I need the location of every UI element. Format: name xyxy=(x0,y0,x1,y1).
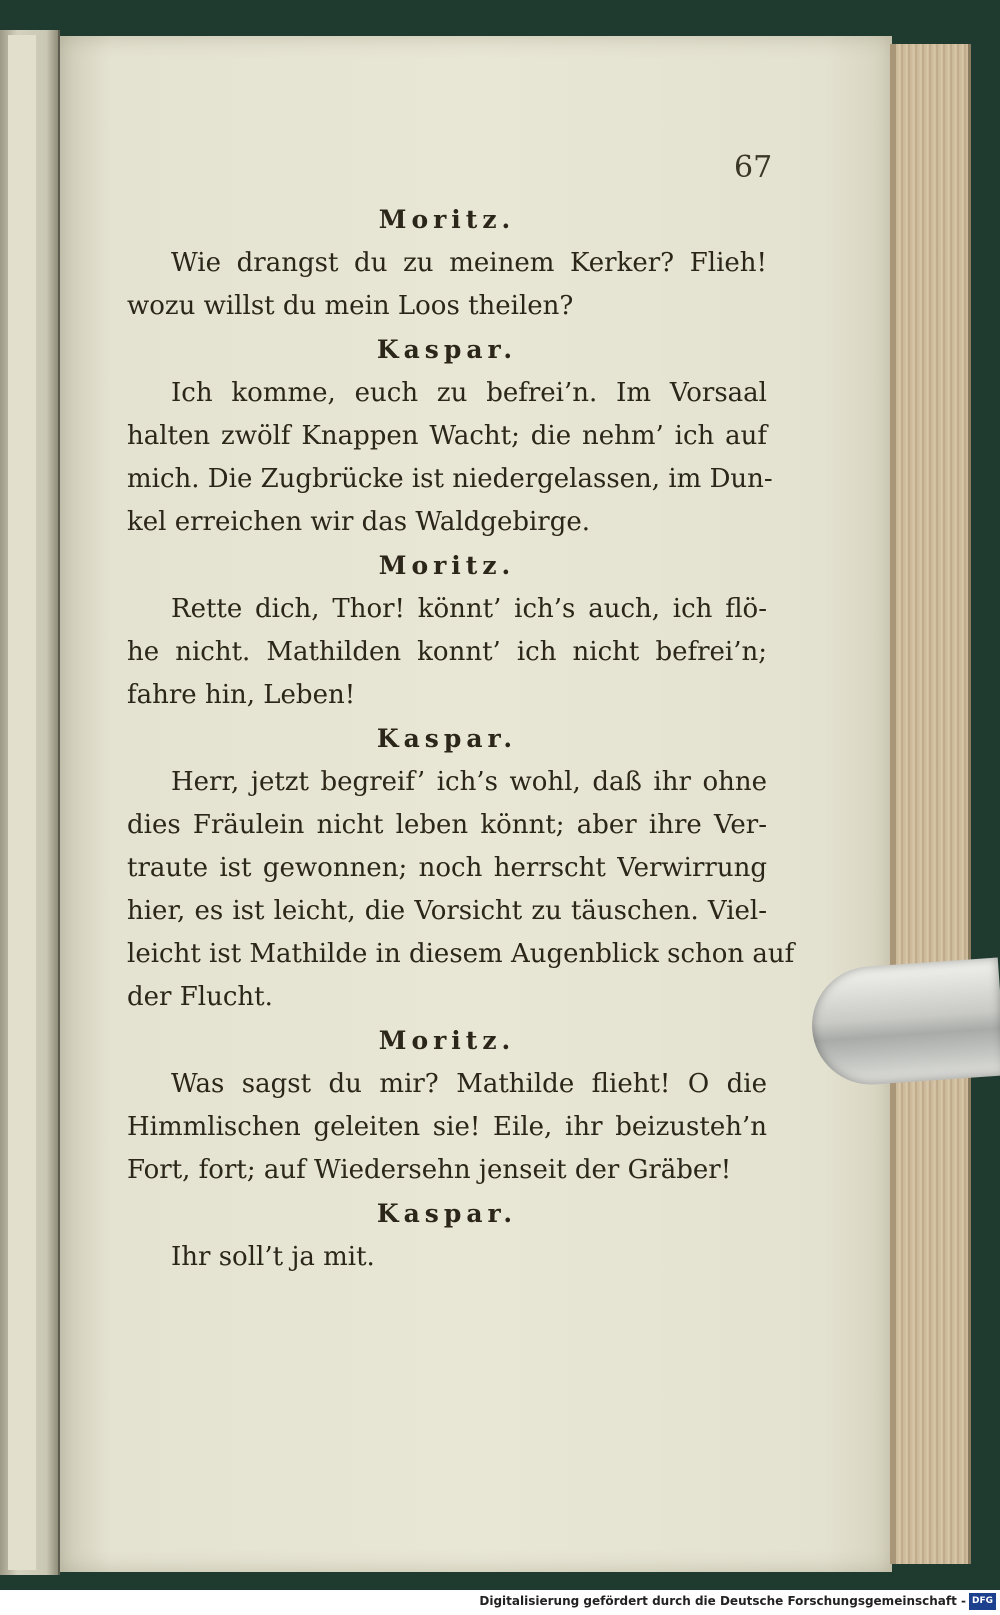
text-line: Was sagst du mir? Mathilde flieht! O die xyxy=(171,1069,767,1099)
footer-credit: Digitalisierung gefördert durch die Deutsche Forschungsgemeinschaft - xyxy=(479,1594,966,1608)
text-line: mich. Die Zugbrücke ist niedergelassen, im Dun- xyxy=(127,464,773,494)
speaker-name: Kaspar. xyxy=(376,1199,518,1228)
text-line: Ihr soll’t ja mit. xyxy=(171,1242,375,1272)
text-line: Wie drangst du zu meinem Kerker? Flieh! xyxy=(171,248,767,278)
text-line: Rette dich, Thor! könnt’ ich’s auch, ich flö- xyxy=(171,594,767,624)
text-line: leicht ist Mathilde in diesem Augenblick schon auf xyxy=(127,939,795,969)
text-line: Ich komme, euch zu befrei’n. Im Vorsaal xyxy=(171,378,767,408)
text-line: Herr, jetzt begreif’ ich’s wohl, daß ihr ohne xyxy=(171,767,767,797)
dfg-logo: DFG xyxy=(969,1593,996,1610)
glass-clamp xyxy=(808,958,1000,1089)
text-line: dies Fräulein nicht leben könnt; aber ihre Ver- xyxy=(127,810,767,840)
speaker-name: Kaspar. xyxy=(376,335,518,364)
text-line: Fort, fort; auf Wiedersehn jenseit der Gräber! xyxy=(127,1155,732,1185)
text-line: fahre hin, Leben! xyxy=(127,680,356,710)
text-line: wozu willst du mein Loos theilen? xyxy=(127,291,574,321)
text-line: traute ist gewonnen; noch herrscht Verwirrung xyxy=(127,853,767,883)
speaker-name: Moritz. xyxy=(378,205,516,234)
page-stack-edge xyxy=(890,44,971,1564)
text-line: halten zwölf Knappen Wacht; die nehm’ ich auf xyxy=(127,421,767,451)
text-line: he nicht. Mathilden konnt’ ich nicht befrei’n; xyxy=(127,637,767,667)
speaker-name: Moritz. xyxy=(378,1026,516,1055)
left-page-paper xyxy=(8,35,36,1570)
text-line: kel erreichen wir das Waldgebirge. xyxy=(127,507,591,537)
page-text xyxy=(127,198,795,1279)
footer-bar xyxy=(0,1590,1000,1615)
text-line: der Flucht. xyxy=(127,982,273,1012)
text-line: hier, es ist leicht, die Vorsicht zu täuschen. Viel- xyxy=(127,896,767,926)
page-number: 67 xyxy=(734,150,773,185)
speaker-name: Kaspar. xyxy=(376,724,518,753)
text-line: Himmlischen geleiten sie! Eile, ihr beizusteh’n xyxy=(127,1112,767,1142)
speaker-name: Moritz. xyxy=(378,551,516,580)
